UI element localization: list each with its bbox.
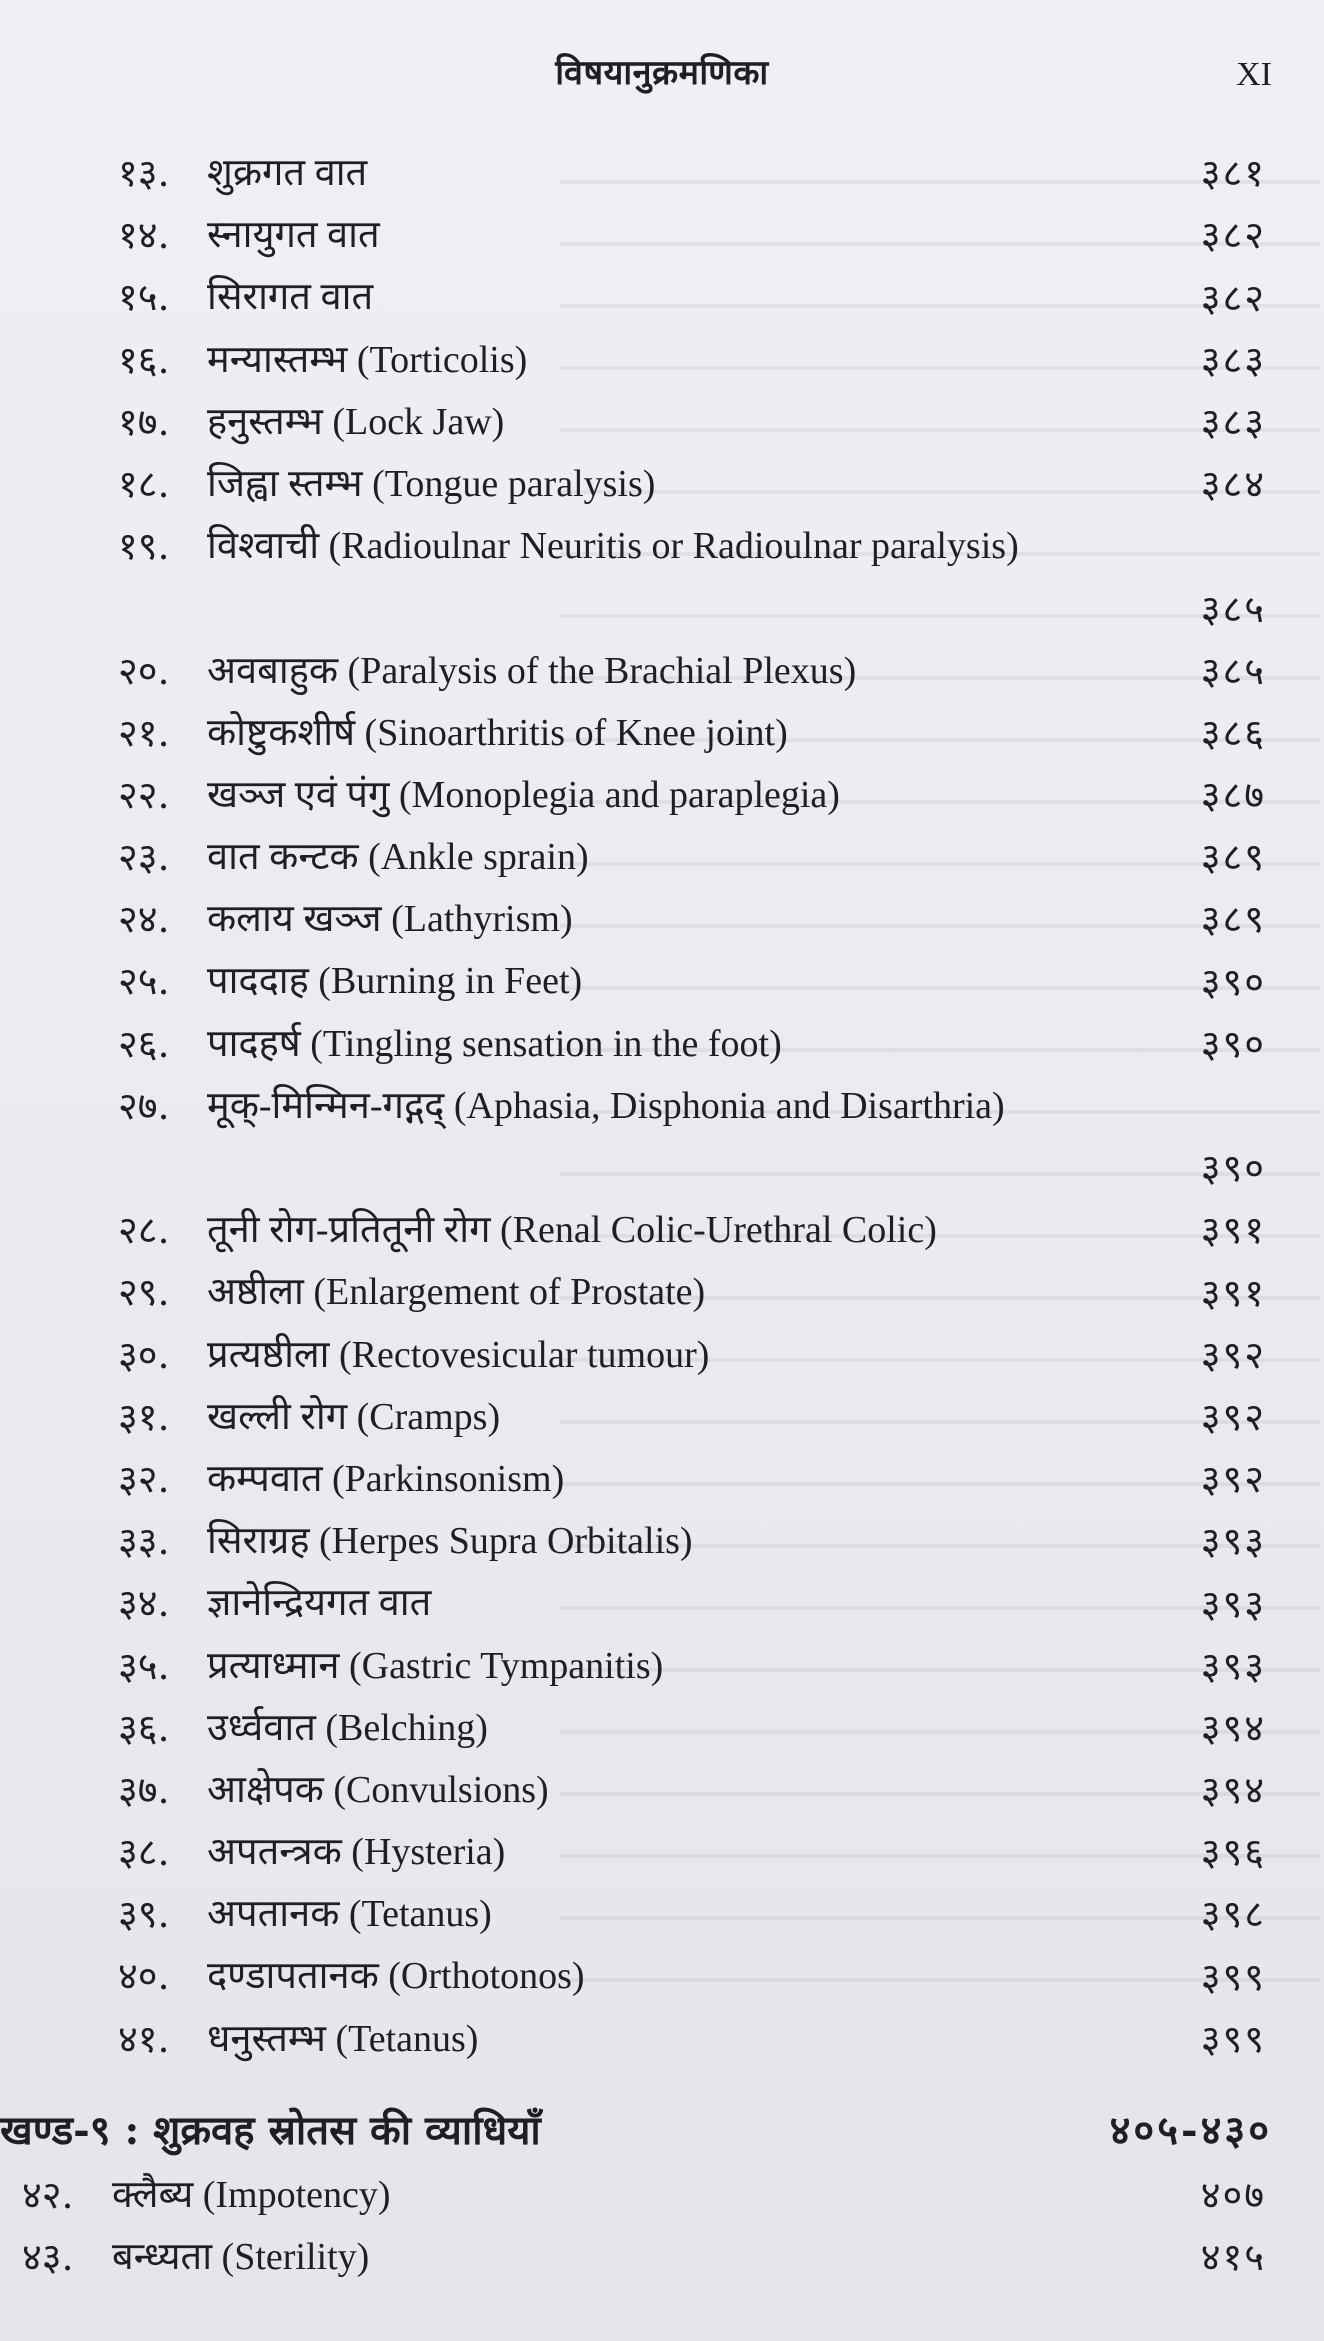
entry-page: ३९४ bbox=[1200, 1768, 1266, 1813]
entry-number: २१. bbox=[118, 710, 170, 755]
entry-page: ३९८ bbox=[1200, 1892, 1266, 1937]
entry-number: ३९. bbox=[118, 1892, 170, 1937]
entry-number: ३६. bbox=[118, 1705, 170, 1750]
entry-page: ३८५ bbox=[1200, 648, 1266, 693]
entry-number: २८. bbox=[118, 1208, 170, 1253]
entry-title: धनुस्तम्भ (Tetanus) bbox=[207, 2017, 479, 2060]
entry-page: ३८१ bbox=[1200, 151, 1266, 196]
entry-page: ४०७ bbox=[1200, 2173, 1266, 2217]
entry-number: २०. bbox=[118, 648, 170, 693]
toc-entry bbox=[0, 2226, 1324, 2288]
toc-entry bbox=[0, 266, 1324, 328]
entry-page: ४१५ bbox=[1200, 2235, 1266, 2279]
entry-title: कलाय खञ्ज (Lathyrism) bbox=[207, 898, 573, 941]
entry-title: क्लैब्य (Impotency) bbox=[112, 2174, 391, 2216]
toc-entries bbox=[0, 142, 1324, 2070]
entry-number: १९. bbox=[118, 524, 170, 569]
entry-number: ३२. bbox=[118, 1456, 170, 1501]
entry-number: ३१. bbox=[118, 1394, 170, 1439]
page-number: XI bbox=[1236, 56, 1272, 93]
toc-entry bbox=[0, 640, 1324, 702]
entry-number: ३४. bbox=[118, 1581, 170, 1626]
entry-page: ३९० bbox=[1200, 1146, 1266, 1191]
entry-title: स्नायुगत वात bbox=[207, 214, 380, 257]
entry-title: अपतन्त्रक (Hysteria) bbox=[207, 1831, 506, 1874]
entry-title: आक्षेपक (Convulsions) bbox=[207, 1768, 549, 1811]
toc-entry bbox=[0, 1013, 1324, 1075]
entry-number: २९. bbox=[118, 1270, 170, 1315]
entry-page: ३८२ bbox=[1200, 275, 1266, 320]
entry-number: २२. bbox=[118, 772, 170, 817]
entry-number: ३३. bbox=[118, 1519, 170, 1564]
entry-number: ३८. bbox=[118, 1830, 170, 1875]
entry-page: ३९४ bbox=[1200, 1705, 1266, 1750]
entry-page: ३९३ bbox=[1200, 1519, 1266, 1564]
entry-title: प्रत्याध्मान (Gastric Tympanitis) bbox=[207, 1644, 664, 1687]
entry-number: २४. bbox=[118, 897, 170, 942]
entry-title: तूनी रोग-प्रतितूनी रोग (Renal Colic-Urethral Colic) bbox=[207, 1209, 937, 1252]
entry-title: सिरागत वात bbox=[207, 276, 374, 319]
toc-entry bbox=[0, 2008, 1324, 2070]
toc-entry bbox=[0, 391, 1324, 453]
toc-entry bbox=[0, 1448, 1324, 1510]
toc-entry bbox=[0, 1821, 1324, 1883]
toc-entry bbox=[0, 1261, 1324, 1323]
toc-entry bbox=[0, 515, 1324, 639]
entry-title: पादहर्ष (Tingling sensation in the foot) bbox=[207, 1022, 782, 1065]
entry-number: २५. bbox=[118, 959, 170, 1004]
entry-title: वात कन्टक (Ankle sprain) bbox=[207, 836, 589, 879]
entry-page: ३९२ bbox=[1200, 1394, 1266, 1439]
entry-page: ३८९ bbox=[1200, 897, 1266, 942]
entry-title: ज्ञानेन्द्रियगत वात bbox=[207, 1582, 432, 1625]
entry-page: ३९९ bbox=[1200, 2016, 1266, 2061]
entry-title: कम्पवात (Parkinsonism) bbox=[207, 1457, 565, 1500]
entry-title: खञ्ज एवं पंगु (Monoplegia and paraplegia) bbox=[207, 773, 840, 816]
entry-page: ३९० bbox=[1200, 959, 1266, 1004]
toc-entry bbox=[0, 329, 1324, 391]
entry-title: अवबाहुक (Paralysis of the Brachial Plexus) bbox=[207, 649, 857, 692]
toc-entry bbox=[0, 1324, 1324, 1386]
entry-number: २३. bbox=[118, 835, 170, 880]
toc-entry bbox=[0, 1386, 1324, 1448]
toc-entry bbox=[0, 2164, 1324, 2226]
toc-entry bbox=[0, 702, 1324, 764]
entry-number: १३. bbox=[118, 151, 170, 195]
entry-title: अपतानक (Tetanus) bbox=[207, 1893, 492, 1936]
entry-number: ४२. bbox=[22, 2173, 74, 2217]
entry-number: १८. bbox=[118, 461, 170, 506]
entry-page: ३९९ bbox=[1200, 1954, 1266, 1999]
section-label: खण्ड-९ : शुक्रवह स्रोतस की व्याधियाँ bbox=[0, 2107, 541, 2154]
entry-title: बन्ध्यता (Sterility) bbox=[112, 2236, 370, 2278]
toc-entry bbox=[0, 1572, 1324, 1634]
entry-title: मन्यास्तम्भ (Torticolis) bbox=[207, 338, 528, 381]
entry-number: ३०. bbox=[118, 1332, 170, 1377]
entry-page: ३९१ bbox=[1200, 1208, 1266, 1253]
toc-entry bbox=[0, 826, 1324, 888]
entry-page: ३९३ bbox=[1200, 1643, 1266, 1688]
entry-title: जिह्वा स्तम्भ (Tongue paralysis) bbox=[207, 462, 656, 505]
entry-title: हनुस्तम्भ (Lock Jaw) bbox=[207, 400, 505, 443]
entry-page: ३८७ bbox=[1200, 773, 1266, 818]
entry-page: ३९२ bbox=[1200, 1457, 1266, 1502]
entry-page: ३८४ bbox=[1200, 462, 1266, 507]
entry-title: विश्वाची (Radioulnar Neuritis or Radioulnar paralysis) bbox=[207, 525, 1019, 568]
entry-number: १७. bbox=[118, 399, 170, 444]
toc-entry bbox=[0, 1883, 1324, 1945]
entry-number: ३७. bbox=[118, 1767, 170, 1812]
entry-page: ३८२ bbox=[1200, 213, 1266, 258]
toc-entry bbox=[0, 1510, 1324, 1572]
toc-entry bbox=[0, 888, 1324, 950]
entry-number: ४१. bbox=[118, 2016, 170, 2061]
entry-number: ३५. bbox=[118, 1643, 170, 1688]
entry-page: ३८३ bbox=[1200, 399, 1266, 444]
entry-title: कोष्टुकशीर्ष (Sinoarthritis of Knee joint) bbox=[207, 711, 788, 754]
page-header-title: विषयानुक्रमणिका bbox=[555, 53, 769, 93]
entry-number: २७. bbox=[118, 1083, 170, 1128]
entry-page: ३८३ bbox=[1200, 337, 1266, 382]
section-heading bbox=[0, 2098, 1324, 2164]
toc-entry bbox=[0, 1759, 1324, 1821]
toc-entry bbox=[0, 764, 1324, 826]
toc-entry bbox=[0, 1945, 1324, 2007]
entry-page: ३९६ bbox=[1200, 1830, 1266, 1875]
entry-number: ४३. bbox=[22, 2235, 74, 2279]
toc-entry bbox=[0, 950, 1324, 1012]
section-page-range: ४०५-४३० bbox=[1109, 2107, 1272, 2154]
entry-title: पाददाह (Burning in Feet) bbox=[207, 960, 583, 1003]
entry-number: १५. bbox=[118, 275, 170, 320]
entry-page: ३८९ bbox=[1200, 835, 1266, 880]
entry-page: ३८५ bbox=[1200, 586, 1266, 631]
entry-title: दण्डापतानक (Orthotonos) bbox=[207, 1955, 585, 1998]
toc-entry bbox=[0, 1199, 1324, 1261]
entry-page: ३९१ bbox=[1200, 1270, 1266, 1315]
entry-title: मूक्-मिन्मिन-गद्गद् (Aphasia, Disphonia and Disarthria) bbox=[207, 1084, 1005, 1127]
entry-page: ३९३ bbox=[1200, 1581, 1266, 1626]
entry-title: शुक्रगत वात bbox=[207, 152, 368, 194]
toc-entry bbox=[0, 1075, 1324, 1199]
entry-number: १६. bbox=[118, 337, 170, 382]
toc-entry bbox=[0, 1635, 1324, 1697]
entry-number: ४०. bbox=[118, 1954, 170, 1999]
entry-page: ३९० bbox=[1200, 1021, 1266, 1066]
entry-number: १४. bbox=[118, 213, 170, 258]
entry-title: उर्ध्ववात (Belching) bbox=[207, 1706, 488, 1749]
toc-entry bbox=[0, 142, 1324, 204]
entry-title: खल्ली रोग (Cramps) bbox=[207, 1395, 501, 1438]
toc-entry bbox=[0, 453, 1324, 515]
entry-page: ३९२ bbox=[1200, 1332, 1266, 1377]
toc-entry bbox=[0, 204, 1324, 266]
entry-page: ३८६ bbox=[1200, 710, 1266, 755]
toc-entry bbox=[0, 1697, 1324, 1759]
entry-number: २६. bbox=[118, 1021, 170, 1066]
entry-title: अष्ठीला (Enlargement of Prostate) bbox=[207, 1271, 706, 1314]
entry-title: सिराग्रह (Herpes Supra Orbitalis) bbox=[207, 1520, 693, 1563]
entry-title: प्रत्यष्ठीला (Rectovesicular tumour) bbox=[207, 1333, 710, 1376]
